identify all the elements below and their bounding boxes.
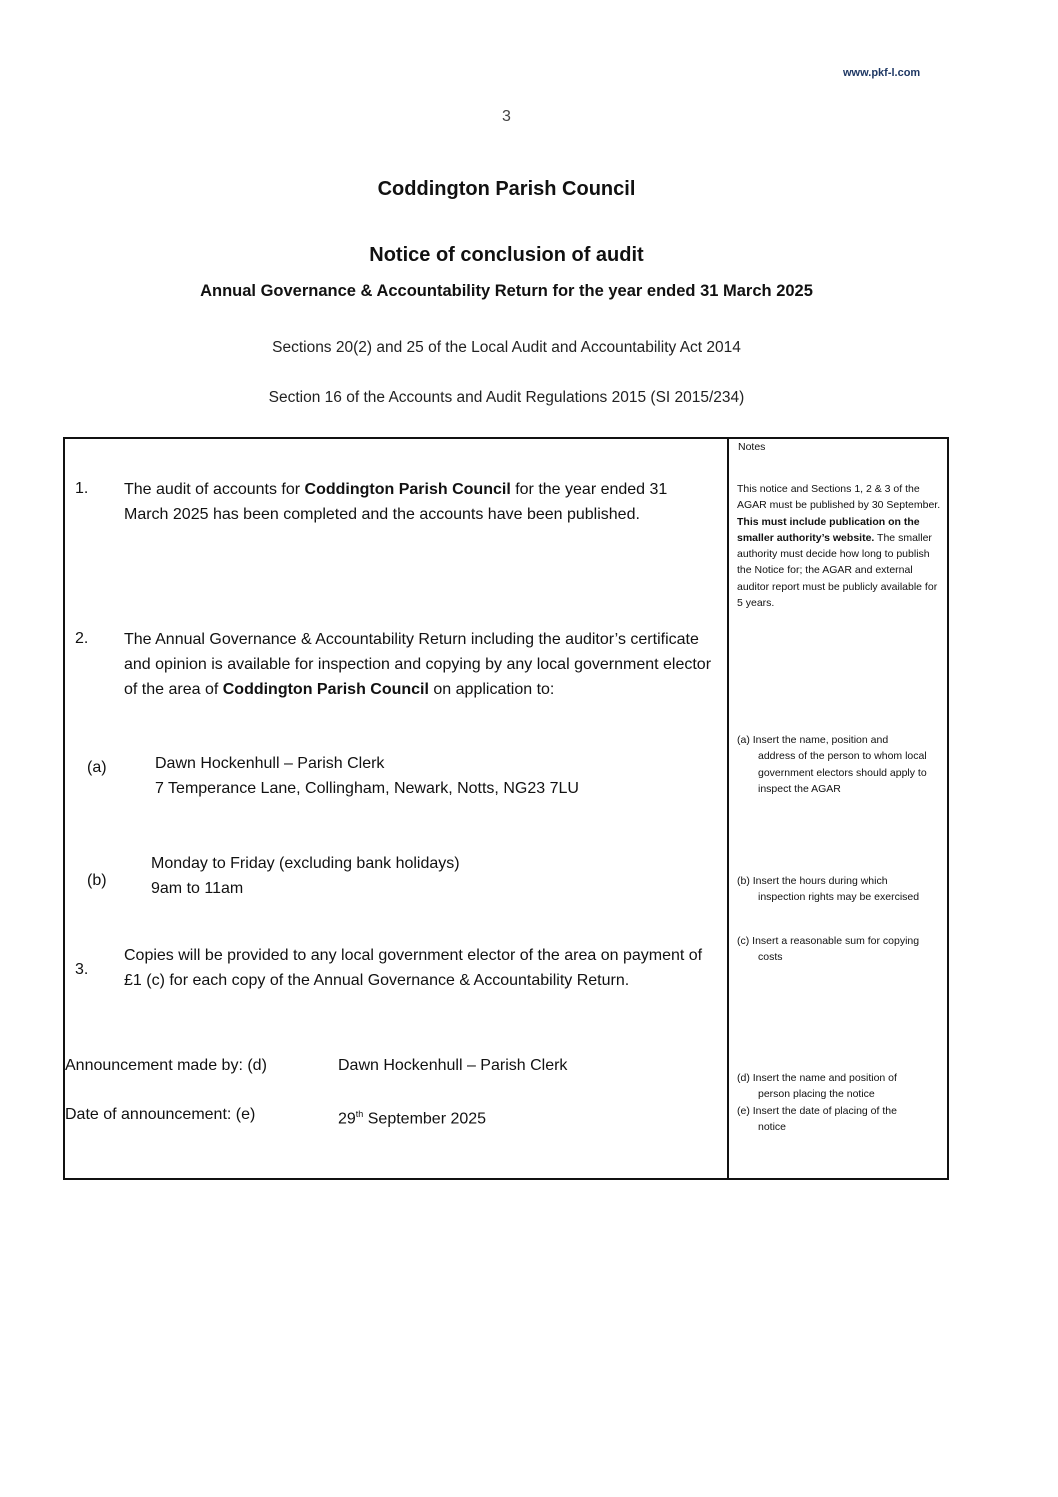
announcement-date-label: Date of announcement: (e) <box>65 1106 256 1123</box>
note-e: (e) Insert the date of placing of the notice <box>737 1105 897 1134</box>
notes-intro: This notice and Sections 1, 2 & 3 of the AGAR must be published by 30 September. This must include publication on the smaller authority’s website. The smaller authority must decide how long to publish the Notice for; the AGAR and external auditor report must be publicly available for 5 years. <box>737 483 941 610</box>
item-2-text: The Annual Governance & Accountability Return including the auditor’s certificate and opinion is available for inspection and copying by any local government elector of the area of Coddington Parish Council on application to: <box>124 631 712 698</box>
inspection-hours: 9am to 11am <box>151 880 244 897</box>
item-b-label: (b) <box>87 872 107 889</box>
item-1-number: 1. <box>75 480 89 497</box>
item-a-contact <box>155 751 715 801</box>
item-3-text: Copies will be provided to any local government elector of the area on payment of £1 (c) for each copy of the Annual Governance & Accountability Return. <box>124 947 703 989</box>
clerk-name: Dawn Hockenhull – Parish Clerk <box>155 755 385 772</box>
item-1-text: The audit of accounts for Coddington Parish Council for the year ended 31 March 2025 has been completed and the accounts have been published. <box>124 481 668 523</box>
council-title: Coddington Parish Council <box>377 178 636 200</box>
act-reference: Sections 20(2) and 25 of the Local Audit and Accountability Act 2014 <box>272 339 741 356</box>
item-2-number: 2. <box>75 630 89 647</box>
notice-title: Notice of conclusion of audit <box>369 244 644 266</box>
notes-heading: Notes <box>738 441 766 453</box>
announcement-made-by-value: Dawn Hockenhull – Parish Clerk <box>338 1057 568 1074</box>
clerk-address: 7 Temperance Lane, Collingham, Newark, Notts, NG23 7LU <box>155 780 579 797</box>
page-number: 3 <box>502 108 511 125</box>
website-url: www.pkf-l.com <box>843 67 921 79</box>
column-divider <box>727 437 729 1180</box>
note-d: (d) Insert the name and position of person placing the notice <box>737 1072 897 1101</box>
note-c: (c) Insert a reasonable sum for copying costs <box>737 935 920 964</box>
inspection-days: Monday to Friday (excluding bank holidays) <box>151 855 460 872</box>
return-title: Annual Governance & Accountability Return for the year ended 31 March 2025 <box>200 282 813 300</box>
announcement-made-by-label: Announcement made by: (d) <box>65 1057 267 1074</box>
item-a-label: (a) <box>87 759 107 776</box>
item-b-hours <box>151 851 711 901</box>
regulations-reference: Section 16 of the Accounts and Audit Regulations 2015 (SI 2015/234) <box>268 389 745 406</box>
announcement-date-value: 29th September 2025 <box>338 1109 487 1128</box>
item-3-number: 3. <box>75 961 89 978</box>
note-a: (a) Insert the name, position and address of the person to whom local government electors should apply to inspect the AGAR <box>737 734 927 795</box>
note-b: (b) Insert the hours during which inspection rights may be exercised <box>737 875 920 904</box>
